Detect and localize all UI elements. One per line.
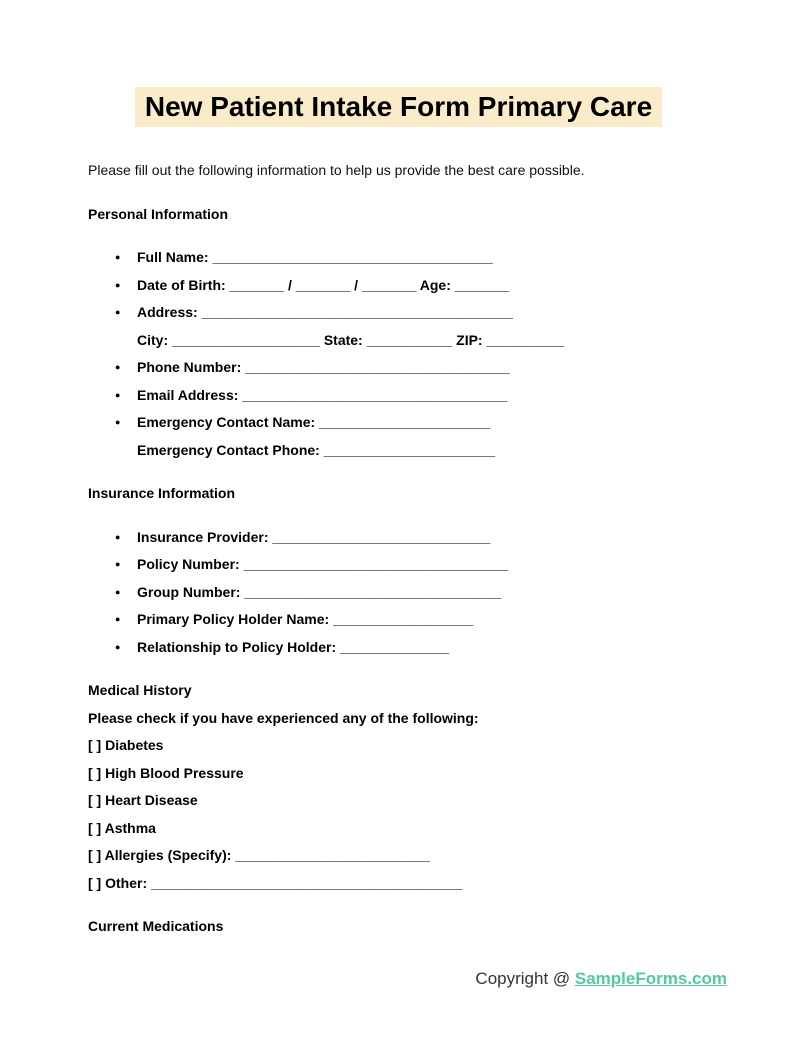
section-heading-insurance: Insurance Information xyxy=(88,485,236,501)
field-emergency-contact-name: Emergency Contact Name: ______________________ xyxy=(137,414,491,430)
field-policy-number: Policy Number: __________________________________ xyxy=(137,556,509,572)
list-item xyxy=(88,382,727,410)
list-item xyxy=(88,272,727,300)
bullet-icon: ● xyxy=(115,417,121,427)
field-address: Address: ________________________________________ xyxy=(137,304,514,320)
checkbox-diabetes: [ ] Diabetes xyxy=(88,737,164,753)
checkbox-asthma: [ ] Asthma xyxy=(88,819,156,836)
bullet-icon: ● xyxy=(115,586,121,597)
checkbox-other: [ ] Other: ________________________________________ xyxy=(88,874,463,891)
personal-info-list xyxy=(88,244,727,464)
list-item xyxy=(88,606,727,634)
title-text: New Patient Intake Form Primary Care xyxy=(144,91,653,122)
copyright-text: Copyright @ xyxy=(475,968,575,988)
list-item xyxy=(88,354,727,382)
intro-text: Please fill out the following information to help us provide the best care possible. xyxy=(88,162,585,178)
bullet-icon: ● xyxy=(115,307,121,317)
field-date-of-birth: Date of Birth: _______ / _______ / _______ Age: _______ xyxy=(137,276,510,293)
sampleforms-link[interactable]: SampleForms.com xyxy=(574,968,727,988)
document-body xyxy=(0,157,797,992)
list-item xyxy=(88,579,727,607)
field-phone-number: Phone Number: __________________________________ xyxy=(137,359,510,375)
field-insurance-provider: Insurance Provider: ____________________________ xyxy=(137,528,491,545)
field-relationship-to-policy-holder: Relationship to Policy Holder: ______________ xyxy=(137,638,450,655)
checkbox-allergies-specify: [ ] Allergies (Specify): _________________________ xyxy=(88,847,430,863)
field-city-state-zip: City: ___________________ State: ___________ ZIP: __________ xyxy=(137,331,565,348)
bullet-icon: ● xyxy=(115,279,121,290)
checkbox-high-blood-pressure: [ ] High Blood Pressure xyxy=(88,764,244,781)
field-emergency-contact-phone: Emergency Contact Phone: ______________________ xyxy=(137,441,495,458)
bullet-icon: ● xyxy=(115,641,121,652)
insurance-info-list xyxy=(88,524,727,662)
list-item xyxy=(88,244,727,272)
checkbox-heart-disease: [ ] Heart Disease xyxy=(88,792,198,808)
field-primary-policy-holder-name: Primary Policy Holder Name: __________________ xyxy=(137,611,474,627)
bullet-icon: ● xyxy=(115,531,121,542)
bullet-icon: ● xyxy=(115,614,121,624)
bullet-icon: ● xyxy=(115,559,121,569)
section-heading-current-medications: Current Medications xyxy=(88,918,224,934)
list-item xyxy=(88,299,727,354)
list-item xyxy=(88,551,727,579)
medical-history-prompt: Please check if you have experienced any of the following: xyxy=(88,709,479,726)
list-item xyxy=(88,634,727,662)
section-heading-medical-history: Medical History xyxy=(88,682,192,698)
field-email-address: Email Address: __________________________________ xyxy=(137,386,508,403)
section-heading-personal: Personal Information xyxy=(88,205,229,222)
field-group-number: Group Number: _________________________________ xyxy=(137,583,502,600)
bullet-icon: ● xyxy=(115,252,121,262)
title-highlight xyxy=(135,87,662,127)
page-title xyxy=(0,0,797,127)
medical-history-section xyxy=(88,677,727,897)
footer xyxy=(88,965,727,993)
list-item xyxy=(88,409,727,464)
bullet-icon: ● xyxy=(115,389,121,400)
bullet-icon: ● xyxy=(115,362,121,372)
field-full-name: Full Name: ____________________________________ xyxy=(137,249,493,265)
list-item xyxy=(88,524,727,552)
